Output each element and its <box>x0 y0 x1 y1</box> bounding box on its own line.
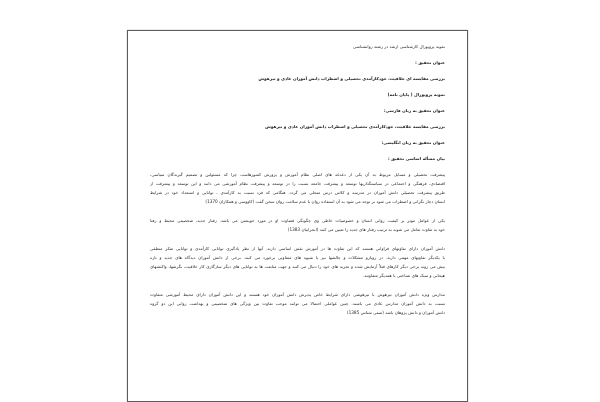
paragraph-line: انسان دچار نگرانی و اضطراب می شود بر توجه می شود به آن استفاده روان با عدم سلامت روان سخن گفت (کاووسی و همکاران 1370) <box>205 199 445 204</box>
paragraph-line: اقتصادی، فرهنگی و اجتماعی در سیاستگذاریها توسعه و پیشرفت جامعه نسبت را در توسعه و پیشرفت نظام آموزشی می دانند و این توسعه و پیشرفت از <box>150 181 445 186</box>
document-page <box>127 30 468 402</box>
paragraph-line: بیش می روند برخی دیگر کارهای قبلاً آزمایش شده و تجربه های خود را دنبال می کنند و جهت متابعت ها به توانایی های دیگر سازگاری کار خلاقیت، نگرشها، واکنشهای <box>150 264 445 269</box>
paragraph-line: دانش آموزان دارای تفاوتهای فراوانی هستند که این تفاوت ها در آموزش نقش اساسی دارند. آنها از نظر یادگیری توانایی کارآمدی و توانایی تفکر منطقی <box>150 246 445 251</box>
section-title: بیان مسأله اساسی تحقیق : <box>387 156 445 161</box>
research-title: بررسی مقایسه ای خلاقیت، خودکارآمدی تحصیلی و اضطراب دانش آموزان عادی و تیزهوش <box>258 76 445 81</box>
section-title: عنوان تحقیق : <box>415 60 445 65</box>
paragraph-line: پیشرفت تحصیلی و مسایل مربوط به آن یکی از دغدغه های اصلی نظام آموزش و پرورش کشورهاست چرا که مسئولین و تصمیم گیرندگان سیاسی، <box>150 172 445 177</box>
paragraph-line: نسبت به دانش آموزان مدارس عادی می باشند. چنین عواملی احتمالا می توانند موجب تفاوت بین ویژگی های شخصیتی و بهداشت روانی این دو گروه <box>150 301 445 306</box>
research-title-persian: بررسی مقایسه خلاقیت، خودکارآمدی تحصیلی و اضطراب دانش آموزان عادی و تیزهوش <box>265 124 445 129</box>
paragraph-line: با یکدیگر تفاوتهای مهمی دارند. در رویارو مشکلات و چالشها نیز با شیوه های متفاوتی برخورد می کنند. برخی از دانش آموزان دیدگاه های جدید و تازه <box>150 255 445 260</box>
paragraph-line: خود به تفاوت تعامل می شوند به ترتیب رفتار های جدید را تعیین می کنند (انجرایبان 1383) <box>287 227 445 232</box>
section-title: نمونه پروپوزال ( پایان نامه) <box>387 92 445 97</box>
paragraph-line: دانش آموزان و دانش پژوهان باشد (صفی شناس 1385) <box>346 310 445 315</box>
doc-heading: نمونه پروپوزال کارشناسی ارشد در رشته روانشناسی <box>352 44 445 49</box>
section-title: عنوان تحقیق به زبان فارسی: <box>383 108 445 113</box>
section-title: عنوان تحقیق به زبان انگلیسی: <box>381 140 445 145</box>
paragraph-line: مدارس ویژه دانش آموزان تیزهوش با تیزهوشی دارای شرایط خاص پذیرش دانش آموزان خود هستند و این دانش آموزان دارای محیط آموزشی متفاوت <box>150 292 445 297</box>
paragraph-line: طریق پیشرفت تحصیلی دانش آموزان در مدرسه و کلاس درس متجلی می گردد. هنگامی که فرد نسبت به کارآمدی ، توانایی و استعداد خود در شرایط <box>150 190 445 195</box>
paragraph-line: یکی از عوامل موثر بر کیفیت روانی انسان و خصوصیات خاطی وی چگونگی قضاوت او در مورد خویشتن می باشد. رفتار جدید، شخصیتی محیط و رفتا <box>150 218 445 223</box>
paragraph-line: هیجانی و سبک های شناختی با همدیگر متفاوتند. <box>362 273 445 278</box>
